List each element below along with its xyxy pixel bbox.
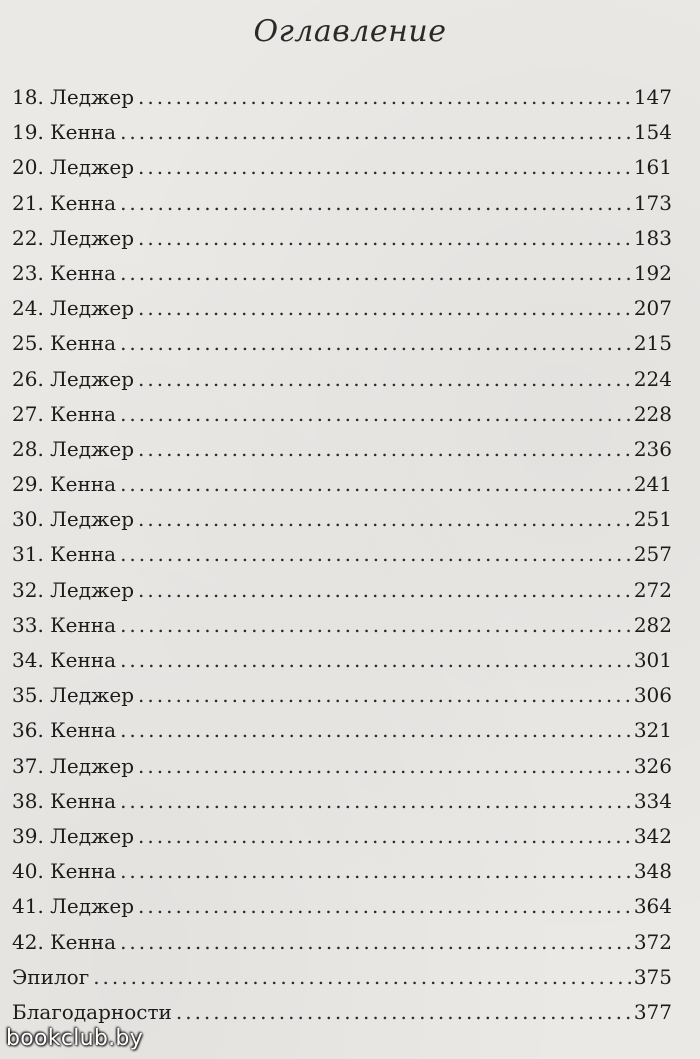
toc-leader-dots bbox=[176, 995, 632, 1030]
toc-leader-dots bbox=[120, 643, 632, 678]
toc-entry-page: 326 bbox=[633, 753, 672, 778]
toc-entry bbox=[12, 643, 672, 678]
toc-leader-dots bbox=[138, 432, 632, 467]
toc-entry bbox=[12, 854, 672, 889]
toc-entry bbox=[12, 256, 672, 291]
toc-entry-label: 18. Леджер bbox=[12, 85, 135, 109]
toc-entry bbox=[12, 819, 672, 854]
toc-entry-label: 22. Леджер bbox=[12, 225, 135, 250]
toc-entry-label: 41. Леджер bbox=[12, 894, 135, 919]
toc-entry-page: 282 bbox=[633, 612, 672, 637]
toc-entry bbox=[12, 713, 672, 748]
toc-entry bbox=[12, 80, 672, 115]
toc-entry-page: 306 bbox=[633, 683, 672, 708]
toc-entry-label: 20. Леджер bbox=[12, 155, 135, 180]
toc-entry bbox=[12, 502, 672, 537]
toc-entry-page: 183 bbox=[633, 225, 672, 250]
toc-entry bbox=[12, 326, 672, 361]
toc-entry-label: 37. Леджер bbox=[12, 753, 135, 778]
toc-entry bbox=[12, 889, 672, 924]
toc-entry-page: 321 bbox=[633, 718, 672, 743]
toc-entry-page: 375 bbox=[633, 964, 672, 989]
toc-entry-label: 35. Леджер bbox=[12, 683, 135, 708]
toc-entry bbox=[12, 537, 672, 572]
toc-entry bbox=[12, 573, 672, 608]
toc-entry-page: 301 bbox=[633, 648, 672, 672]
toc-leader-dots bbox=[138, 889, 632, 924]
toc-leader-dots bbox=[120, 467, 632, 502]
toc-entry bbox=[12, 291, 672, 326]
toc-entry bbox=[12, 362, 672, 397]
toc-entry bbox=[12, 150, 672, 185]
toc-entry-label: 28. Леджер bbox=[12, 436, 135, 461]
toc-entry bbox=[12, 115, 672, 150]
toc-leader-dots bbox=[138, 749, 632, 784]
toc-entry-page: 154 bbox=[633, 120, 672, 145]
toc-entry-label: 25. Кенна bbox=[12, 331, 117, 356]
toc-entry bbox=[12, 467, 672, 502]
toc-entry-label: Эпилог bbox=[12, 964, 90, 989]
toc-entry-page: 377 bbox=[633, 999, 672, 1024]
toc-entry bbox=[12, 749, 672, 784]
toc-entry-label: 31. Кенна bbox=[12, 542, 117, 567]
toc-entry-page: 251 bbox=[633, 507, 672, 532]
toc-entry-label: 19. Кенна bbox=[12, 120, 117, 145]
toc-entry bbox=[12, 925, 672, 960]
toc-leader-dots bbox=[120, 608, 632, 643]
toc-entry-page: 224 bbox=[633, 366, 672, 391]
toc-entry-label: 40. Кенна bbox=[12, 859, 117, 884]
toc-leader-dots bbox=[93, 960, 632, 995]
toc-entry-label: Благодарности bbox=[12, 999, 172, 1024]
toc-leader-dots bbox=[138, 362, 632, 397]
toc-entry-page: 236 bbox=[633, 436, 672, 461]
toc-leader-dots bbox=[138, 291, 632, 326]
toc-entry-label: 26. Леджер bbox=[12, 366, 135, 391]
toc-entry bbox=[12, 432, 672, 467]
toc-entry-label: 36. Кенна bbox=[12, 718, 117, 743]
toc-entry bbox=[12, 960, 672, 995]
page-title: Оглавление bbox=[253, 14, 447, 49]
toc-entry-page: 207 bbox=[633, 296, 672, 321]
toc-entry-label: 38. Кенна bbox=[12, 788, 117, 813]
toc-leader-dots bbox=[120, 115, 632, 150]
toc-leader-dots bbox=[120, 397, 632, 432]
toc-leader-dots bbox=[120, 784, 632, 819]
toc-entry-label: 33. Кенна bbox=[12, 612, 117, 637]
toc-entry-label: 42. Кенна bbox=[12, 929, 117, 954]
watermark-logo: bookclub.by bbox=[6, 1026, 144, 1051]
toc-entry-page: 228 bbox=[633, 401, 672, 426]
toc-entry-page: 364 bbox=[633, 894, 672, 919]
toc-leader-dots bbox=[138, 502, 632, 537]
toc-entry-page: 348 bbox=[633, 859, 672, 884]
toc-entry-page: 334 bbox=[633, 788, 672, 813]
toc-leader-dots bbox=[138, 573, 632, 608]
toc-entry bbox=[12, 608, 672, 643]
toc-entry-page: 215 bbox=[633, 331, 672, 356]
toc-entry-label: 29. Кенна bbox=[12, 472, 117, 497]
toc-leader-dots bbox=[120, 186, 632, 221]
toc-entry bbox=[12, 221, 672, 256]
toc-leader-dots bbox=[138, 678, 632, 713]
toc-entry-page: 173 bbox=[633, 190, 672, 215]
toc-entry-page: 272 bbox=[633, 577, 672, 602]
toc-entry-label: 30. Леджер bbox=[12, 507, 135, 532]
toc-leader-dots bbox=[138, 819, 632, 854]
toc-entry-label: 32. Леджер bbox=[12, 577, 135, 602]
toc-leader-dots bbox=[120, 537, 632, 572]
toc-leader-dots bbox=[138, 80, 632, 115]
toc-leader-dots bbox=[120, 925, 632, 960]
toc-entry bbox=[12, 784, 672, 819]
toc-entry bbox=[12, 397, 672, 432]
table-of-contents bbox=[12, 80, 672, 1030]
toc-entry-page: 241 bbox=[633, 472, 672, 497]
toc-entry-page: 342 bbox=[633, 823, 672, 848]
toc-entry-label: 39. Леджер bbox=[12, 823, 135, 848]
toc-entry bbox=[12, 995, 672, 1030]
toc-leader-dots bbox=[138, 221, 632, 256]
toc-entry-label: 23. Кенна bbox=[12, 260, 117, 285]
toc-entry-page: 161 bbox=[633, 155, 672, 180]
toc-entry bbox=[12, 678, 672, 713]
toc-entry-page: 372 bbox=[633, 929, 672, 954]
toc-entry-label: 21. Кенна bbox=[12, 190, 117, 215]
toc-leader-dots bbox=[138, 150, 632, 185]
toc-entry-page: 257 bbox=[633, 542, 672, 567]
toc-entry-label: 27. Кенна bbox=[12, 401, 117, 426]
toc-leader-dots bbox=[120, 326, 632, 361]
toc-entry-label: 34. Кенна bbox=[12, 648, 117, 672]
toc-entry-label: 24. Леджер bbox=[12, 296, 135, 321]
toc-leader-dots bbox=[120, 713, 632, 748]
toc-entry bbox=[12, 186, 672, 221]
toc-entry-page: 147 bbox=[633, 85, 672, 109]
toc-leader-dots bbox=[120, 854, 632, 889]
toc-entry-page: 192 bbox=[633, 260, 672, 285]
toc-leader-dots bbox=[120, 256, 632, 291]
